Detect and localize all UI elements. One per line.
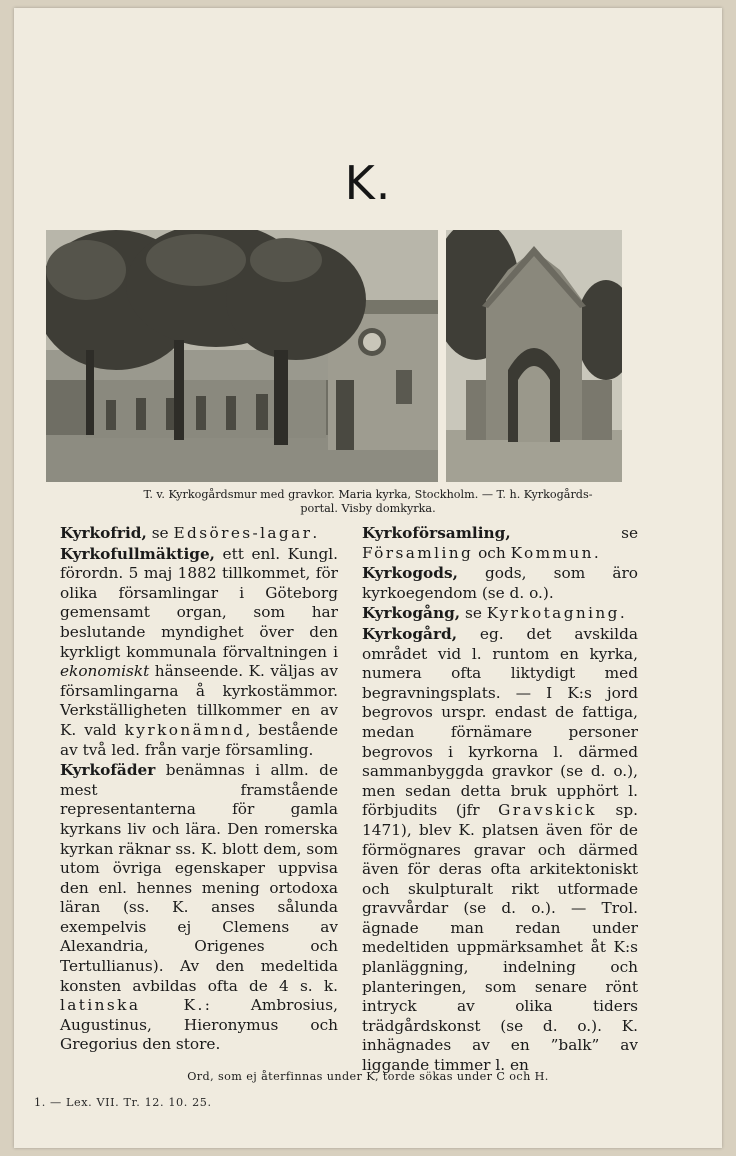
headword: Kyrkofrid, (60, 524, 147, 542)
spaced-term: latinska K. (60, 996, 205, 1015)
photo-gothic-portal (446, 230, 622, 482)
headword: Kyrkogård, (362, 624, 458, 643)
italic-term: ekonomiskt (60, 662, 150, 681)
page (14, 8, 722, 1148)
printer-signature: 1. — Lex. VII. Tr. 12. 10. 25. (34, 1096, 212, 1109)
headword: Kyrkofullmäktige, (60, 544, 216, 563)
entry-kyrkoforsamling: Kyrkoförsamling, se Församling och Kommun. (362, 524, 638, 562)
entry-kyrkofader: Kyrkofäder benämnas i allm. de mest framstående representanterna för gamla kyrkans liv och lära. Den romerska kyrkan räknar ss. K. blott dem, som utom övriga egenskaper uppvisa den enl. hennes mening ortodoxa läran (ss. K. anses sålunda exempelvis ej Clemens av Alexandria, Origenes och Tertullianus). Av den medeltida konsten avbildas ofta de 4 s. k. latinska K.: Ambrosius, Augustinus, Hieronymus och Gregorius den store. (60, 761, 338, 1054)
headword: Kyrkofäder (60, 761, 156, 780)
photo-cemetery-wall (46, 230, 438, 482)
headword: Kyrkogods, (362, 564, 458, 583)
left-column (60, 524, 338, 1056)
right-column (362, 524, 638, 1077)
entry-kyrkofullmaktige: Kyrkofullmäktige, ett enl. Kungl. förordn. 5 maj 1882 tillkommet, för olika församlingar i Göteborg gemensamt organ, som har beslutande myndighet över den kyrkligt kommunala förvaltningen i ekonomiskt hänseende. K. väljas av församlingarna å kyrkostämmor. Verkställigheten tillkommer en av K. vald kyrkonämnd, bestående av två led. från varje församling. (60, 544, 338, 759)
headword: Kyrkogång, (362, 604, 461, 623)
footnote: Ord, som ej återfinnas under K, torde sökas under C och H. (187, 1070, 549, 1083)
cross-reference: Kommun (510, 543, 594, 562)
caption-line-1: T. v. Kyrkogårdsmur med gravkor. Maria kyrka, Stockholm. — T. h. Kyrkogårds- (143, 488, 593, 501)
cross-reference: Gravskick (498, 801, 597, 820)
cross-reference: Församling (362, 543, 474, 562)
entry-kyrkogods: Kyrkogods, gods, som äro kyrkoegendom (se d. o.). (362, 564, 638, 602)
headword: Kyrkoförsamling, (362, 524, 511, 542)
entry-kyrkogard: Kyrkogård, eg. det avskilda området vid l. runtom en kyrka, numera ofta liktydigt med begravningsplats. — I K:s jord begrovos urspr. endast de fattiga, medan förnämare personer begrovos i kyrkorna l. därmed sammanbyggda gravkor (se d. o.), men sedan detta bruk upphört l. förbjudits (jfr Gravskick sp. 1471), blev K. platsen även för de förmögnares gravar och därmed även för deras ofta arkitektoniskt och skulpturalt rikt utformade gravvårdar (se d. o.). — Trol. ägnade man redan under medeltiden uppmärksamhet åt K:s planläggning, indelning och planteringen, som senare rönt intryck av olika tiders trädgårdskonst (se d. o.). K. inhägnades av en ”balk” av liggande timmer l. en (362, 624, 638, 1075)
entry-kyrkogang: Kyrkogång, se Kyrkotagning. (362, 604, 625, 623)
entry-kyrkofrid: Kyrkofrid, se Edsöres-lagar. (60, 524, 318, 542)
cross-reference: Kyrkotagning (486, 604, 620, 623)
spaced-term: kyrkonämnd (124, 720, 246, 739)
cross-reference: Edsöres-lagar (173, 524, 313, 542)
photo-caption (30, 488, 706, 516)
caption-line-2: portal. Visby domkyrka. (300, 502, 436, 515)
section-letter: K. (344, 156, 392, 210)
